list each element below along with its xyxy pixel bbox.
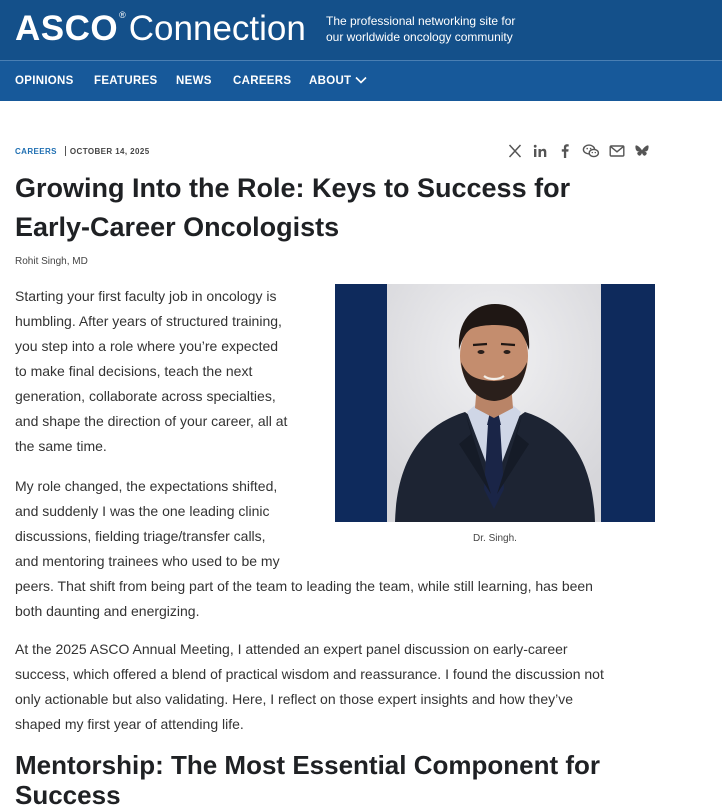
nav-item-news[interactable]: NEWS [176, 75, 212, 87]
photo-caption: Dr. Singh. [473, 533, 517, 544]
nav-item-about[interactable] [309, 75, 367, 87]
wechat-icon[interactable] [582, 142, 600, 160]
paragraph-3-line: shaped my first year of attending life. [15, 716, 244, 732]
facebook-icon[interactable] [556, 142, 574, 160]
paragraph-3-line: At the 2025 ASCO Annual Meeting, I attended an expert panel discussion on early-career [15, 641, 568, 657]
logo-asco-text: ASCO [15, 9, 119, 48]
paragraph-1-line: the same time. [15, 438, 107, 454]
publish-date: OCTOBER 14, 2025 [69, 147, 150, 156]
article-title-line-1: Growing Into the Role: Keys to Success for [15, 173, 571, 203]
article-meta [15, 146, 150, 156]
category-link[interactable]: CAREERS [15, 147, 57, 156]
main-nav [0, 60, 722, 101]
paragraph-1-line: Starting your first faculty job in oncology is [15, 288, 277, 304]
tagline-line-1: The professional networking site for [326, 14, 516, 28]
paragraph-2-line: discussions, fielding triage/transfer calls, [15, 528, 266, 544]
paragraph-1-line: you step into a role where you’re expected [15, 338, 279, 354]
paragraph-3-line: success, which offered a blend of practical wisdom and reassurance. I found the discussion not [15, 666, 604, 682]
article-title-line-2: Early-Career Oncologists [15, 212, 340, 242]
site-tagline [326, 13, 526, 45]
article-author[interactable]: Rohit Singh, MD [15, 256, 88, 267]
paragraph-2-line: My role changed, the expectations shifted, [15, 478, 278, 494]
nav-item-about-label: ABOUT [309, 75, 352, 88]
paragraph-2-line: and suddenly I was the one leading clinic [15, 503, 270, 519]
article-title [15, 169, 655, 247]
article-paragraph-3 [15, 637, 604, 737]
nav-item-careers[interactable]: CAREERS [233, 75, 292, 87]
nav-item-features[interactable]: FEATURES [94, 75, 158, 87]
logo-registered-mark: ® [119, 10, 126, 20]
site-header [0, 0, 722, 60]
x-icon[interactable] [506, 142, 524, 160]
article-paragraph-2 [15, 474, 593, 624]
paragraph-2-line: and mentoring trainees who used to be my [15, 553, 280, 569]
linkedin-icon[interactable] [531, 142, 549, 160]
paragraph-3-line: only actionable but also validating. Here, I reflect on those expert insights and how they’ve [15, 691, 573, 707]
email-icon[interactable] [608, 142, 626, 160]
meta-divider [65, 146, 66, 156]
paragraph-2-line: both daunting and energizing. [15, 603, 200, 619]
section-heading-line-1: Mentorship: The Most Essential Component for [15, 750, 601, 780]
tagline-line-2: our worldwide oncology community [326, 30, 513, 44]
nav-item-opinions[interactable]: OPINIONS [15, 75, 74, 87]
site-logo[interactable] [15, 9, 306, 49]
article-paragraph-1 [15, 284, 287, 459]
paragraph-2-line: peers. That shift from being part of the team to leading the team, while still learning, has been [15, 578, 593, 594]
paragraph-1-line: generation, collaborate across specialties, [15, 388, 276, 404]
paragraph-1-line: and shape the direction of your career, all at [15, 413, 288, 429]
section-heading [15, 750, 675, 810]
logo-connection-text: Connection [128, 9, 306, 48]
paragraph-1-line: to make final decisions, teach the next [15, 363, 253, 379]
section-heading-line-2: Success [15, 780, 121, 810]
bluesky-icon[interactable] [633, 142, 651, 160]
paragraph-1-line: humbling. After years of structured training, [15, 313, 282, 329]
chevron-down-icon [355, 75, 367, 87]
